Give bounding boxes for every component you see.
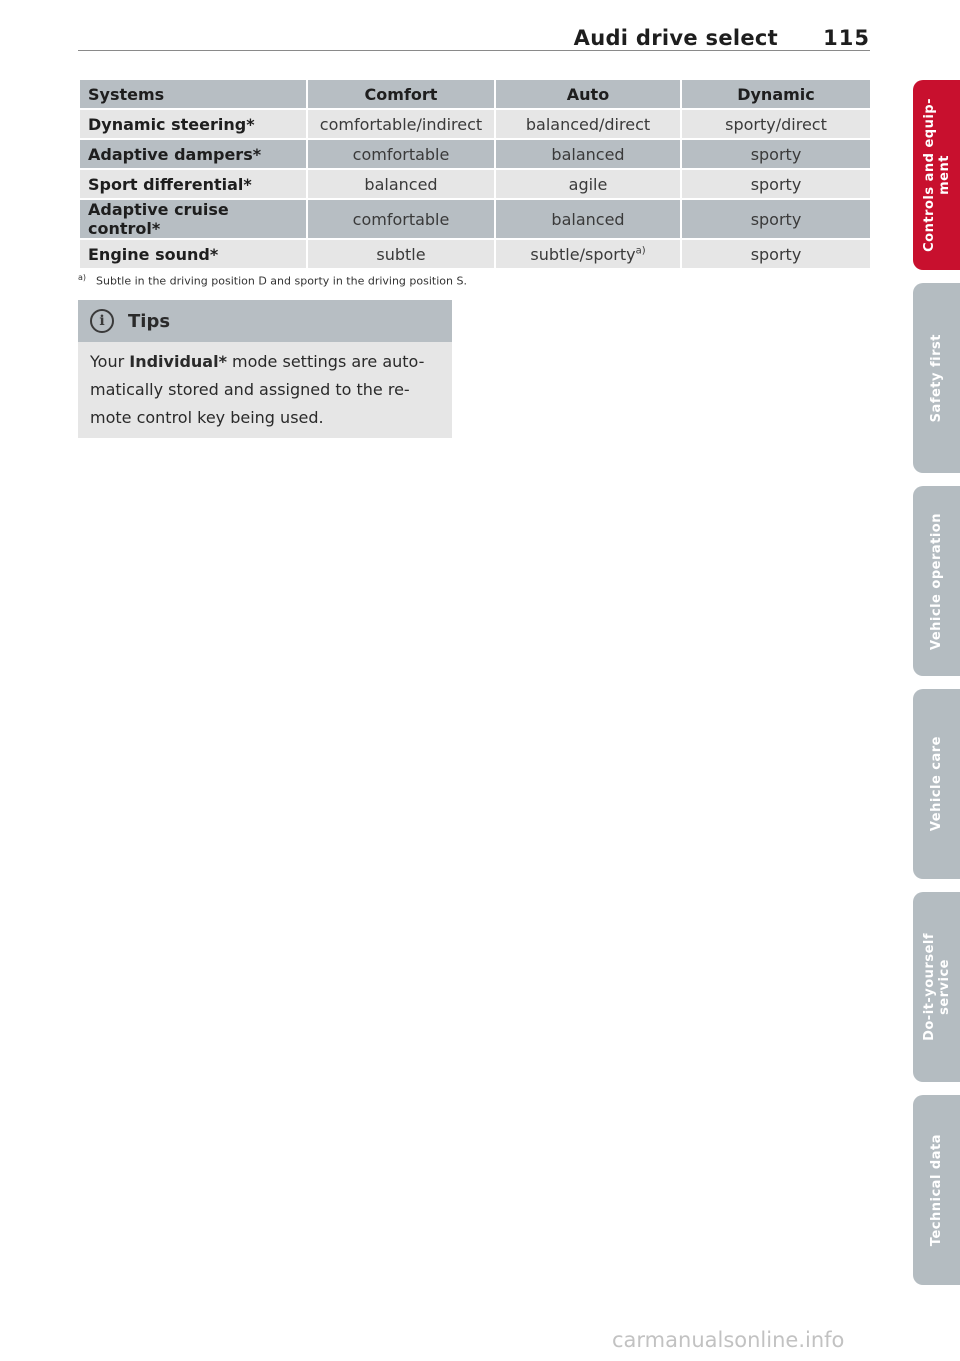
cell-dynamic: sporty (681, 139, 871, 169)
drive-select-table (78, 78, 872, 270)
cell-dynamic: sporty (681, 199, 871, 239)
cell-auto: agile (495, 169, 681, 199)
col-header-comfort: Comfort (307, 79, 495, 109)
cell-comfort: subtle (307, 239, 495, 269)
row-label: Adaptive dampers* (79, 139, 307, 169)
tips-body-prefix: Your (90, 352, 130, 371)
cell-auto (495, 239, 681, 269)
tab-safety-first[interactable] (913, 283, 960, 473)
row-label: Engine sound* (79, 239, 307, 269)
tab-label: Vehicle care (929, 736, 944, 832)
row-label: Sport differential* (79, 169, 307, 199)
footnote-ref: a) (635, 245, 646, 257)
tab-label: Vehicle operation (929, 512, 944, 650)
tab-vehicle-operation[interactable] (913, 486, 960, 676)
tab-do-it-yourself-service[interactable] (913, 892, 960, 1082)
cell-dynamic: sporty (681, 239, 871, 269)
watermark: carmanualsonline.info (612, 1328, 845, 1352)
table-row (79, 139, 871, 169)
cell-comfort: comfortable/indirect (307, 109, 495, 139)
cell-dynamic: sporty (681, 169, 871, 199)
table-row (79, 239, 871, 269)
page-header (78, 22, 870, 52)
row-label: Adaptive cruise control* (79, 199, 307, 239)
table-row (79, 199, 871, 239)
tab-label: Do-it-yourself service (921, 933, 952, 1041)
cell-comfort: comfortable (307, 199, 495, 239)
tab-vehicle-care[interactable] (913, 689, 960, 879)
tab-label: Safety first (929, 333, 944, 423)
footnote-mark: a) (78, 273, 87, 282)
tips-header (78, 300, 452, 342)
tips-body-bold: Individual* (129, 352, 227, 371)
tips-body-suffix: mode settings are auto-matically stored and assigned to the re-mote control key being used. (90, 352, 425, 427)
section-title: Audi drive select (573, 26, 778, 50)
tab-label: Technical data (929, 1133, 944, 1247)
cell-auto-text: subtle/sporty (530, 244, 636, 264)
cell-comfort: comfortable (307, 139, 495, 169)
tab-technical-data[interactable] (913, 1095, 960, 1285)
tab-controls-and-equipment[interactable] (913, 80, 960, 270)
footnote-text: Subtle in the driving position D and sporty in the driving position S. (96, 274, 467, 288)
row-label: Dynamic steering* (79, 109, 307, 139)
page-number: 115 (823, 26, 870, 50)
header-rule (78, 50, 870, 51)
tips-title: Tips (128, 311, 171, 332)
col-header-auto: Auto (495, 79, 681, 109)
table-row (79, 169, 871, 199)
table-row (79, 109, 871, 139)
cell-auto: balanced/direct (495, 109, 681, 139)
col-header-systems: Systems (79, 79, 307, 109)
tips-box (78, 300, 452, 438)
info-icon: i (90, 309, 114, 333)
cell-auto: balanced (495, 199, 681, 239)
tab-label: Controls and equip- ment (921, 98, 952, 252)
table-footnote (78, 273, 467, 288)
cell-dynamic: sporty/direct (681, 109, 871, 139)
col-header-dynamic: Dynamic (681, 79, 871, 109)
cell-comfort: balanced (307, 169, 495, 199)
cell-auto: balanced (495, 139, 681, 169)
table-header-row (79, 79, 871, 109)
tips-body (78, 342, 452, 438)
